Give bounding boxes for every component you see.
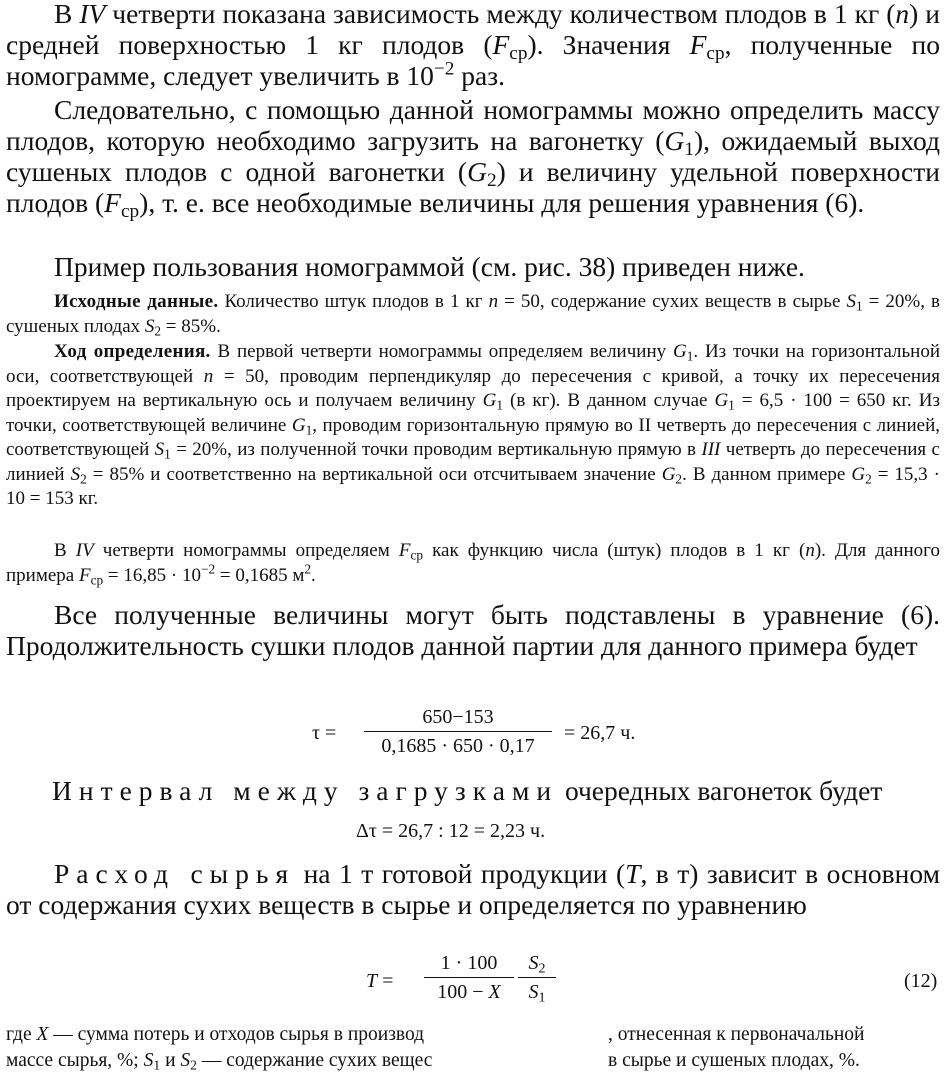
- paragraph-quadrant-iv-example: В IV четверти номограммы определяем $F_{ср}$ как функцию числа (штук) плодов в 1 кг (n). Для данного примера $F_{ср} = 16,85 \cdot 10^{-2} = 0,1685$ $м^2$.: [6, 540, 941, 587]
- equation-fraction-2: $S_2$ $S_1$: [518, 952, 556, 1004]
- equation-number: (12): [904, 970, 938, 992]
- footnote-line2-left: массе сырья, %; $S_1$ и $S_2$ — содержание сухих вещес: [6, 1050, 433, 1073]
- equation-result: = 26,7 ч.: [564, 722, 636, 744]
- equation-drying-time: [312, 706, 672, 766]
- paragraph-nomogram-purpose: Следовательно, с помощью данной номограммы можно определить массу плодов, которую необходимо загрузить на вагонетку $(G_1)$, ожидаемый выход сушеных плодов с одной вагонетки $(G_2)$ и величину удельной поверхности плодов $(F_{ср})$, т. е. все необходимые величины для решения уравнения (6).: [6, 94, 940, 222]
- footnote-line1-left: где X — сумма потерь и отходов сырья в производ: [6, 1024, 425, 1045]
- equation-fraction-1: 1 · 100 100 − X: [424, 952, 514, 1004]
- paragraph-example-intro: Пример пользования номограммой (см. рис. 38) приведен ниже.: [54, 251, 805, 282]
- paragraph-procedure: Ход определения. В первой четверти номограммы определяем величину $G_1$. Из точки на горизонтальной оси, соответствующей n = 50, проводим перпендикуляр до пересечения с кривой, а точку их пересечения проектируем на вертикальную ось и получаем величину $G_1$ (в кг). В данном случае $G_1 = 6,5 \cdot 100 = 650$ кг. Из точки, соответствующей величине $G_1$, проводим горизонтальную прямую во II четверть до пересечения с линией, соответствующей $S_1 = 20\%$, из полученной точки проводим вертикальную прямую в III четверть до пересечения с линией $S_2 = 85\%$ и соответственно на вертикальной оси отсчитываем значение $G_2$. В данном примере $G_2 = 15,3 \cdot 10 = 153$ кг.: [6, 341, 941, 509]
- paragraph-interval: Интервал между загрузками очередных вагонеток будет: [52, 775, 883, 806]
- equation-interval: Δτ = 26,7 : 12 = 2,23 ч.: [356, 820, 546, 842]
- paragraph-source-data: Исходные данные. Количество штук плодов в 1 кг n = 50, содержание сухих веществ в сырье $S_1 = 20\%$, в сушеных плодах $S_2 = 85\%$.: [6, 291, 941, 338]
- footnote-line2-right: в сырье и сушеных плодах, %.: [608, 1050, 860, 1071]
- equation-lhs: τ =: [312, 722, 337, 744]
- equation-denominator: 0,1685 · 650 · 0,17: [381, 735, 535, 757]
- equation-consumption: [366, 952, 946, 1014]
- equation-lhs: T =: [366, 970, 394, 992]
- footnote-definitions: [6, 1023, 940, 1075]
- paragraph-raw-consumption: Расход сырья на 1 т готовой продукции (T, в т) зависит в основном от содержания сухих веществ в сырье и определяется по уравнению: [6, 858, 941, 920]
- equation-numerator: 650−153: [422, 706, 494, 728]
- paragraph-quadrant-iv: В IV четверти показана зависимость между количеством плодов в 1 кг (n) и средней поверхностью 1 кг плодов $(F_{ср})$. Значения $F_{ср}$, полученные по номограмме, следует увеличить в $10^{-2}$ раз.: [6, 0, 941, 91]
- paragraph-substitution: Все полученные величины могут быть подставлены в уравнение (6). Продолжительность сушки плодов данной партии для данного примера будет: [6, 599, 940, 661]
- footnote-line1-right: , отнесенная к первоначальной: [608, 1024, 865, 1045]
- equation-fraction: [364, 706, 552, 758]
